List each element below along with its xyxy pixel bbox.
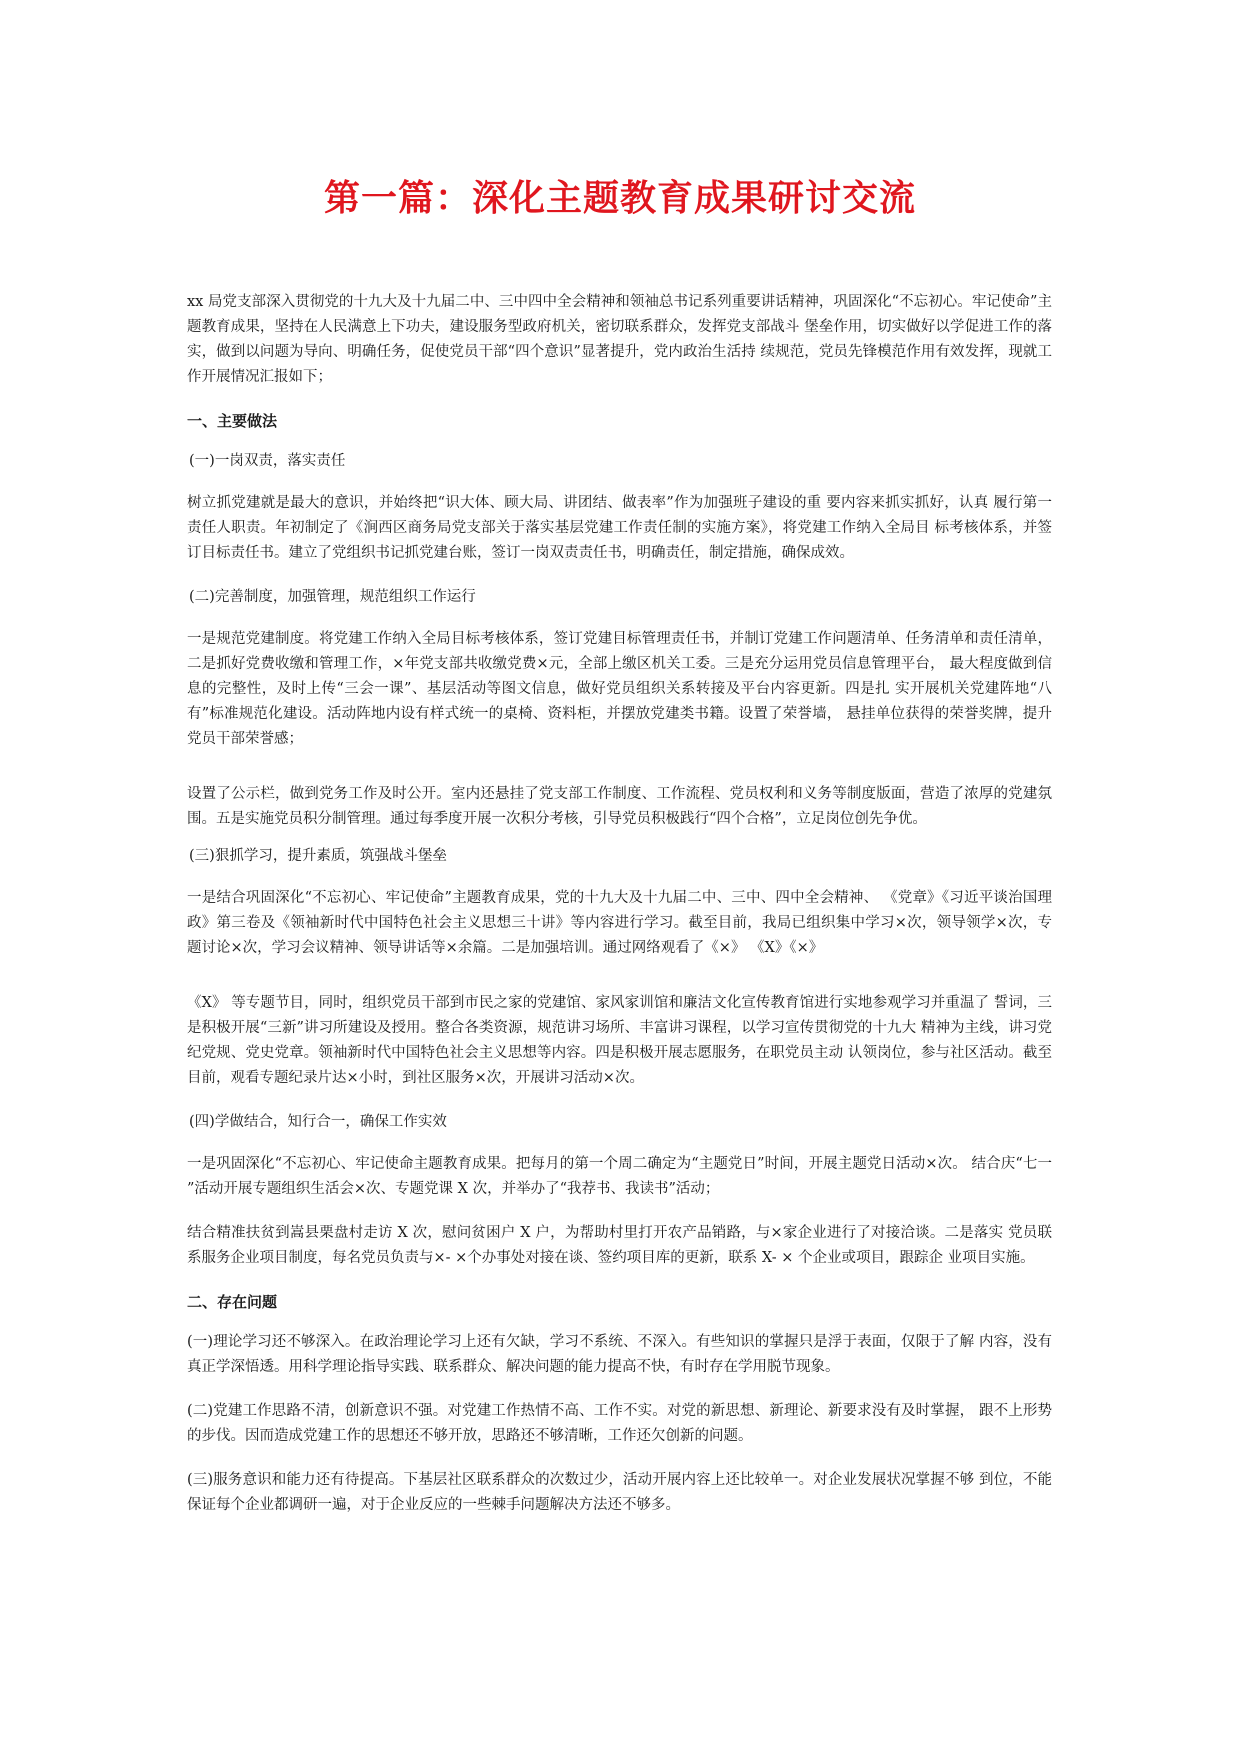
subsection-3-paragraph-2: 《X》 等专题节目，同时，组织党员干部到市民之家的党建馆、家风家训馆和廉洁文化宣传教育馆进行实地参观学习并重温了 誓词，三是积极开展“三新”讲习所建设及授用。整合各类资源，规范讲习场所、丰富讲习课程，以学习宣传贯彻党的十九大 精神为主线，讲习党纪党规、党史党章。领袖新时代中国特色社会主义思想等内容。四是积极开展志愿服务，在职党员主动 认领岗位，参与社区活动。截至目前，观看专题纪录片达×小时，到社区服务×次，开展讲习活动×次。 [187,995,1052,1086]
subsection-4-paragraph-2: 结合精准扶贫到嵩县栗盘村走访 X 次，慰问贫困户 X 户，为帮助村里打开农产品销路，与×家企业进行了对接洽谈。二是落实 党员联系服务企业项目制度，每名党员负责与×- ×个办事处对接在谈、签约项目库的更新，联系 X- × 个企业或项目，跟踪企 业项目实施。 [187,1225,1052,1266]
intro-paragraph: xx 局党支部深入贯彻党的十九大及十九届二中、三中四中全会精神和领袖总书记系列重要讲话精神，巩固深化“不忘初心。牢记使命”主题教育成果，坚持在人民满意上下功夫，建设服务型政府机关，密切联系群众，发挥党支部战斗 堡垒作用，切实做好以学促进工作的落实，做到以问题为导向、明确任务，促使党员干部“四个意识”显著提升，党内政治生活持 续规范，党员先锋模范作用有效发挥，现就工作开展情况汇报如下； [187,294,1052,385]
document-title: 第一篇：深化主题教育成果研讨交流 [323,178,916,219]
problem-paragraph-1: (一)理论学习还不够深入。在政治理论学习上还有欠缺，学习不系统、不深入。有些知识的掌握只是浮于表面，仅限于了解 内容，没有真正学深悟透。用科学理论指导实践、联系群众、解决问题的能力提高不快，有时存在学用脱节现象。 [187,1334,1052,1375]
section-heading-main-practices: 一、主要做法 [187,412,278,430]
document-body [187,290,1052,1537]
subsection-1-paragraph: 树立抓党建就是最大的意识，并始终把“识大体、顾大局、讲团结、做表率”作为加强班子建设的重 要内容来抓实抓好，认真 履行第一责任人职责。年初制定了《涧西区商务局党支部关于落实基层党建工作责任制的实施方案》，将党建工作纳入全局目 标考核体系，并签订目标责任书。建立了党组织书记抓党建台账，签订一岗双责责任书，明确责任，制定措施，确保成效。 [187,495,1052,561]
subsection-title-3: (三)狠抓学习，提升素质，筑强战斗堡垒 [189,848,447,864]
section-heading-existing-problems: 二、存在问题 [187,1293,278,1311]
problem-paragraph-3: (三)服务意识和能力还有待提高。下基层社区联系群众的次数过少，活动开展内容上还比较单一。对企业发展状况掌握不够 到位，不能保证每个企业都调研一遍，对于企业反应的一些棘手问题解决方法还不够多。 [187,1472,1052,1513]
subsection-2-paragraph-1: 一是规范党建制度。将党建工作纳入全局目标考核体系，签订党建目标管理责任书，并制订党建工作问题清单、任务清单和责任清单，二是抓好党费收缴和管理工作，×年党支部共收缴党费×元，全部上缴区机关工委。三是充分运用党员信息管理平台， 最大程度做到信息的完整性，及时上传“三会一课”、基层活动等图文信息，做好党员组织关系转接及平台内容更新。四是扎 实开展机关党建阵地“八有”标准规范化建设。活动阵地内设有样式统一的桌椅、资料柜，并摆放党建类书籍。设置了荣誉墙， 悬挂单位获得的荣誉奖牌，提升党员干部荣誉感； [187,631,1052,747]
subsection-title-2: (二)完善制度，加强管理，规范组织工作运行 [189,589,476,605]
subsection-4-paragraph-1: 一是巩固深化“不忘初心、牢记使命主题教育成果。把每月的第一个周二确定为“主题党日”时间，开展主题党日活动×次。 结合庆“七一 ”活动开展专题组织生活会×次、专题党课 X 次，并举办了“我荐书、我读书”活动； [187,1156,1052,1197]
subsection-3-paragraph-1: 一是结合巩固深化“不忘初心、牢记使命”主题教育成果，党的十九大及十九届二中、三中、四中全会精神、 《党章》《习近平谈治国理政》第三卷及《领袖新时代中国特色社会主义思想三十讲》等内容进行学习。截至目前，我局已组织集中学习×次，领导领学×次，专题讨论×次，学习会议精神、领导讲话等×余篇。二是加强培训。通过网络观看了《×》 《X》《×》 [187,890,1052,956]
subsection-title-1: (一)一岗双责，落实责任 [189,453,346,469]
problem-paragraph-2: (二)党建工作思路不清，创新意识不强。对党建工作热情不高、工作不实。对党的新思想、新理论、新要求没有及时掌握， 跟不上形势的步伐。因而造成党建工作的思想还不够开放，思路还不够清晰，工作还欠创新的问题。 [187,1403,1052,1444]
subsection-title-4: (四)学做结合，知行合一，确保工作实效 [189,1114,447,1130]
subsection-2-paragraph-2: 设置了公示栏，做到党务工作及时公开。室内还悬挂了党支部工作制度、工作流程、党员权利和义务等制度版面，营造了浓厚的党建氛围。五是实施党员积分制管理。通过每季度开展一次积分考核，引导党员积极践行“四个合格”，立足岗位创先争优。 [187,786,1052,827]
